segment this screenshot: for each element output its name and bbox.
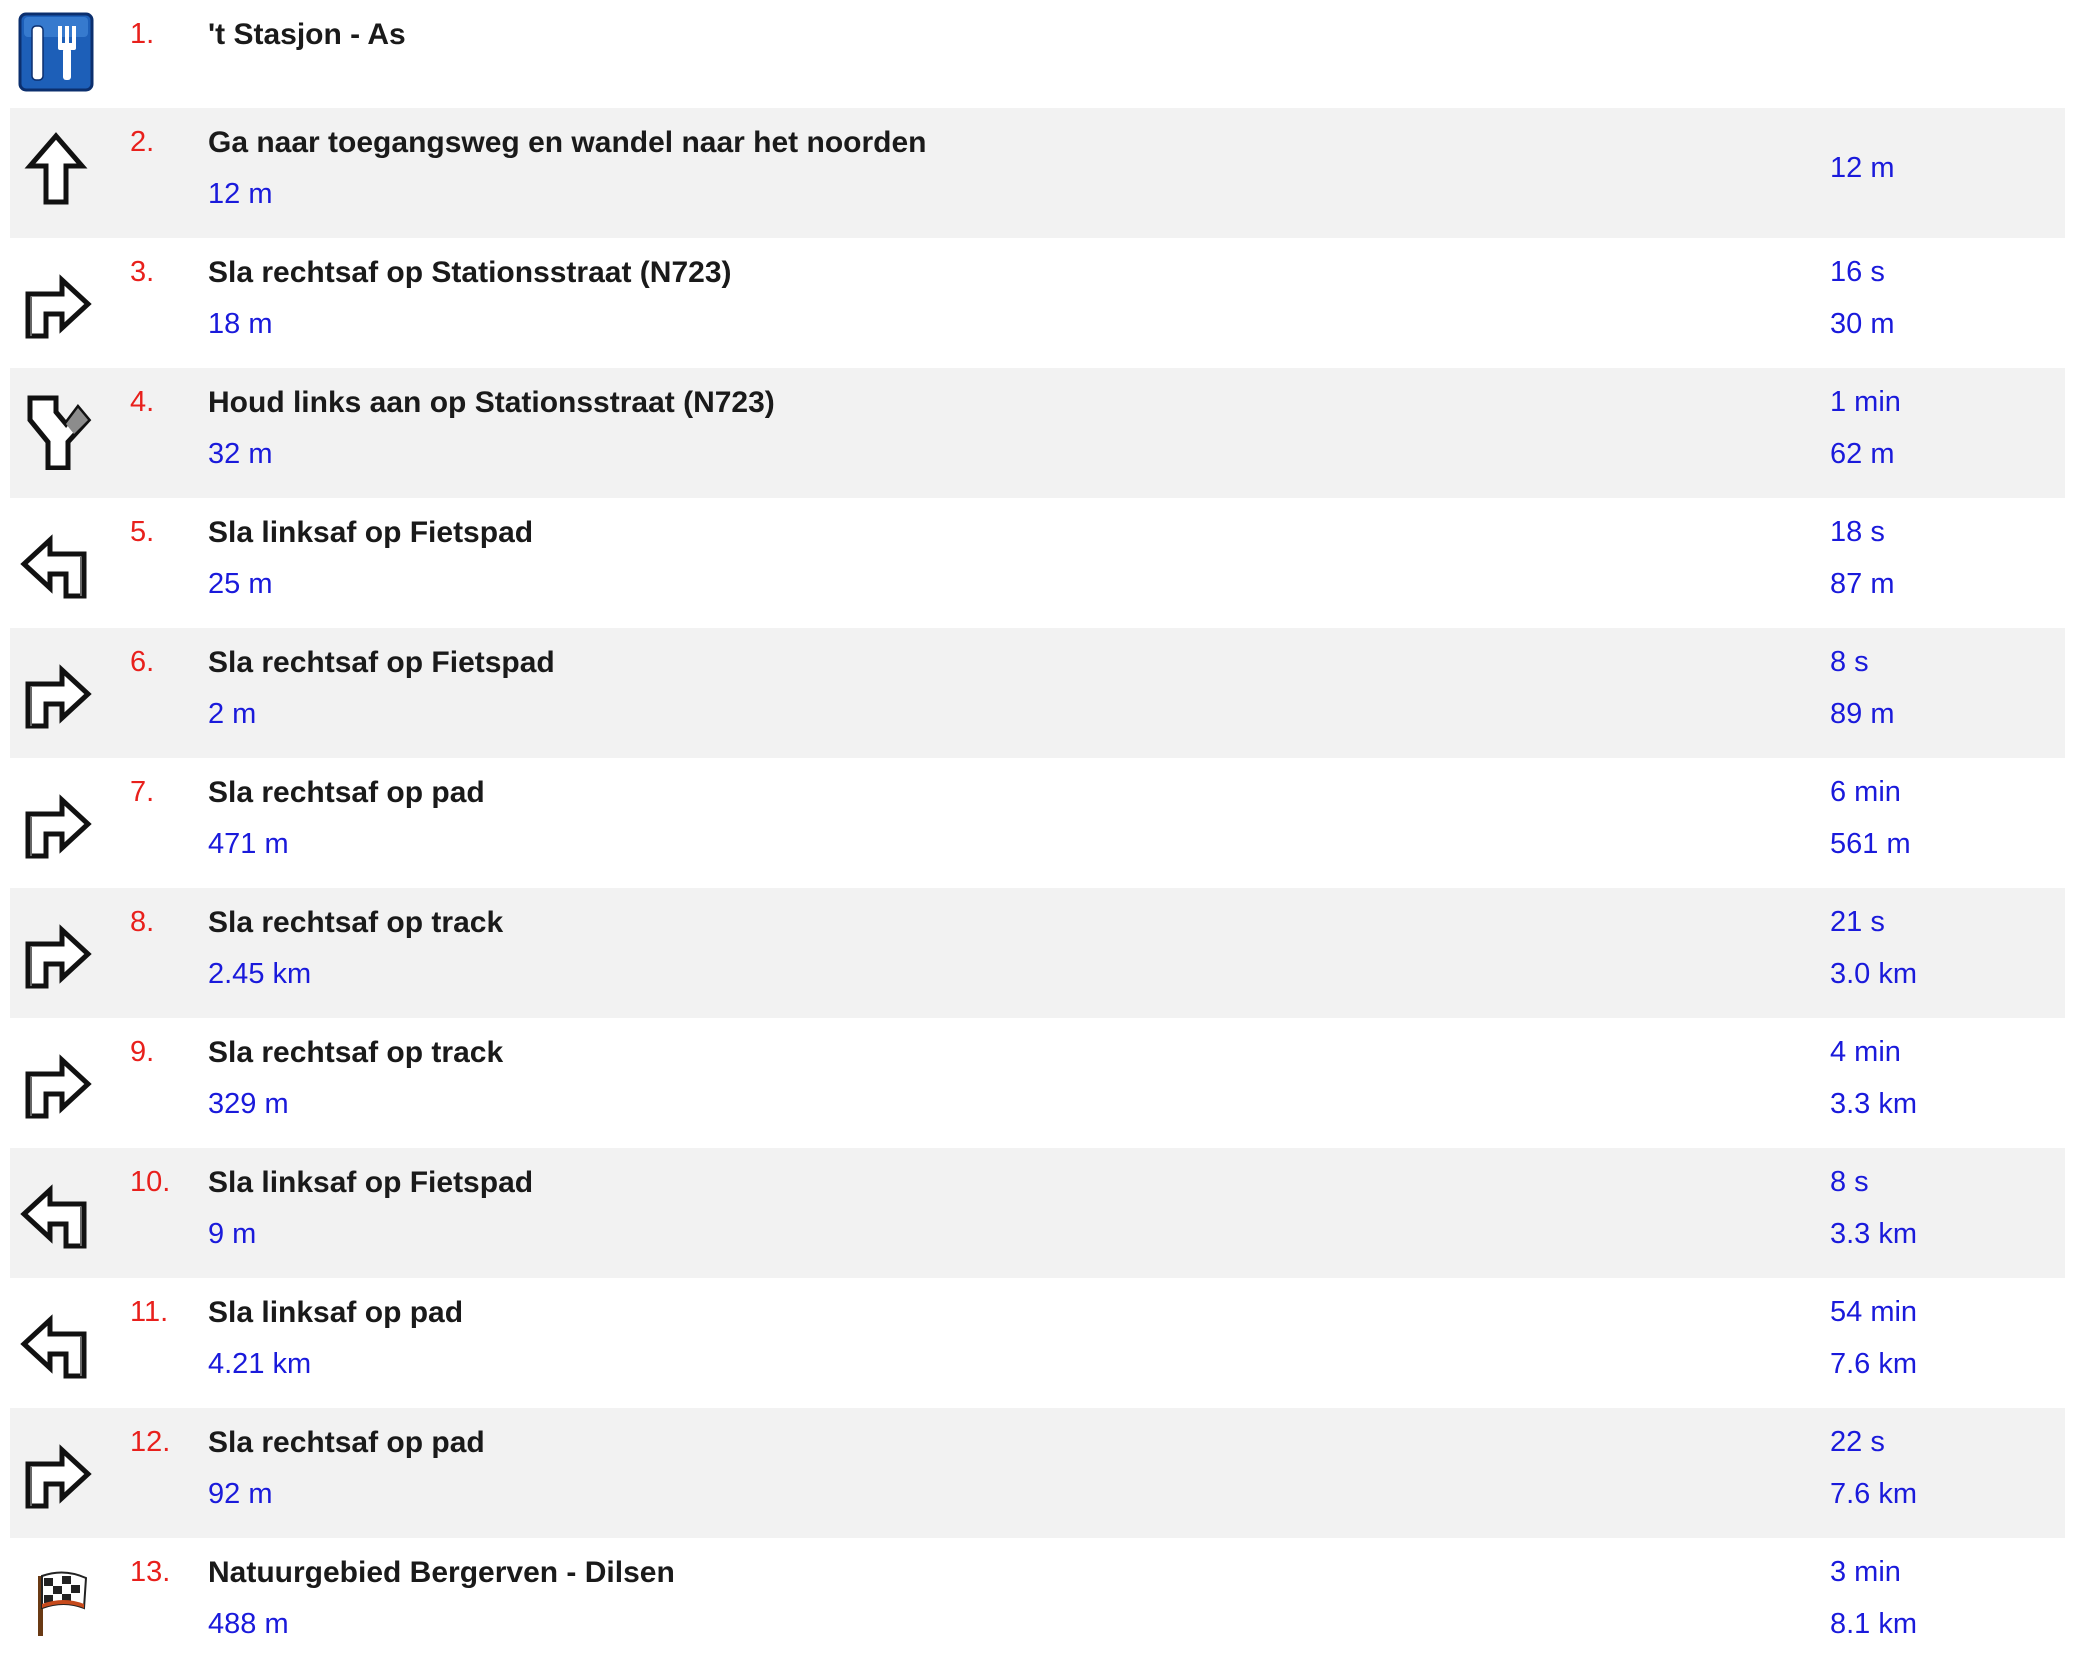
route-step: [10, 1148, 2065, 1278]
route-step: [10, 0, 2065, 108]
step-time: 8 s: [1830, 1166, 1869, 1198]
step-time: 18 s: [1830, 516, 1885, 548]
route-step: [10, 368, 2065, 498]
turn-right-icon: [16, 260, 96, 340]
step-number: 6.: [130, 646, 155, 678]
route-step: [10, 1018, 2065, 1148]
step-distance: 92 m: [208, 1478, 273, 1510]
route-step: [10, 758, 2065, 888]
turn-left-icon: [16, 1170, 96, 1250]
step-cumulative-distance: 3.0 km: [1830, 958, 1918, 990]
turn-left-icon: [16, 1300, 96, 1380]
route-step: [10, 238, 2065, 368]
step-instruction: 't Stasjon - As: [208, 18, 406, 51]
step-instruction: Sla rechtsaf op pad: [208, 776, 485, 809]
step-distance: 488 m: [208, 1608, 289, 1640]
step-number: 12.: [130, 1426, 171, 1458]
step-time: 1 min: [1830, 386, 1901, 418]
step-distance: 471 m: [208, 828, 289, 860]
step-number: 4.: [130, 386, 155, 418]
finish-flag-icon: [16, 1560, 96, 1640]
route-step: [10, 498, 2065, 628]
step-instruction: Sla linksaf op Fietspad: [208, 1166, 534, 1199]
step-distance: 18 m: [208, 308, 273, 340]
step-number: 2.: [130, 126, 155, 158]
step-instruction: Sla rechtsaf op pad: [208, 1426, 485, 1459]
step-time: 8 s: [1830, 646, 1869, 678]
step-distance: 9 m: [208, 1218, 257, 1250]
step-time: 3 min: [1830, 1556, 1901, 1588]
step-instruction: Sla linksaf op pad: [208, 1296, 464, 1329]
step-number: 7.: [130, 776, 155, 808]
step-instruction: Sla rechtsaf op track: [208, 1036, 504, 1069]
step-instruction: Sla rechtsaf op Stationsstraat (N723): [208, 256, 732, 289]
step-cumulative-distance: 7.6 km: [1830, 1348, 1918, 1380]
step-cumulative-distance: 3.3 km: [1830, 1088, 1918, 1120]
step-number: 11.: [130, 1296, 169, 1328]
step-cumulative-distance: 89 m: [1830, 698, 1895, 730]
step-time: 21 s: [1830, 906, 1885, 938]
step-time: 54 min: [1830, 1296, 1918, 1328]
step-distance: 32 m: [208, 438, 273, 470]
arrow-up-icon: [16, 130, 96, 210]
turn-right-icon: [16, 910, 96, 990]
step-distance: 25 m: [208, 568, 273, 600]
turn-right-icon: [16, 780, 96, 860]
step-cumulative-distance: 7.6 km: [1830, 1478, 1918, 1510]
route-step: [10, 628, 2065, 758]
step-cumulative-distance: 8.1 km: [1830, 1608, 1918, 1640]
step-time: 22 s: [1830, 1426, 1885, 1458]
step-cumulative-distance: 561 m: [1830, 828, 1911, 860]
restaurant-icon: [16, 12, 96, 92]
step-cumulative-distance: 62 m: [1830, 438, 1895, 470]
step-instruction: Sla rechtsaf op track: [208, 906, 504, 939]
step-distance: 329 m: [208, 1088, 289, 1120]
route-directions-list: [10, 0, 2065, 1668]
step-number: 1.: [130, 18, 155, 50]
step-cumulative-distance: 30 m: [1830, 308, 1895, 340]
turn-right-icon: [16, 650, 96, 730]
step-cumulative-distance: 87 m: [1830, 568, 1895, 600]
step-number: 9.: [130, 1036, 155, 1068]
step-number: 8.: [130, 906, 155, 938]
step-cumulative-distance: 3.3 km: [1830, 1218, 1918, 1250]
step-number: 13.: [130, 1556, 171, 1588]
step-instruction: Natuurgebied Bergerven - Dilsen: [208, 1556, 675, 1589]
step-distance: 2.45 km: [208, 958, 312, 990]
step-time: 16 s: [1830, 256, 1885, 288]
step-time: 4 min: [1830, 1036, 1901, 1068]
step-instruction: Sla rechtsaf op Fietspad: [208, 646, 555, 679]
route-step: [10, 1278, 2065, 1408]
step-distance: 12 m: [208, 178, 273, 210]
step-number: 5.: [130, 516, 155, 548]
route-step: [10, 888, 2065, 1018]
step-instruction: Sla linksaf op Fietspad: [208, 516, 534, 549]
step-distance: 2 m: [208, 698, 257, 730]
turn-right-icon: [16, 1040, 96, 1120]
step-instruction: Houd links aan op Stationsstraat (N723): [208, 386, 775, 419]
turn-right-icon: [16, 1430, 96, 1510]
step-number: 3.: [130, 256, 155, 288]
step-number: 10.: [130, 1166, 171, 1198]
step-instruction: Ga naar toegangsweg en wandel naar het noorden: [208, 126, 927, 159]
route-step: [10, 1538, 2065, 1668]
route-step: [10, 1408, 2065, 1538]
keep-left-icon: [16, 390, 96, 470]
route-step: [10, 108, 2065, 238]
step-distance: 4.21 km: [208, 1348, 312, 1380]
step-time: 6 min: [1830, 776, 1901, 808]
step-cumulative-distance: 12 m: [1830, 152, 1895, 184]
turn-left-icon: [16, 520, 96, 600]
